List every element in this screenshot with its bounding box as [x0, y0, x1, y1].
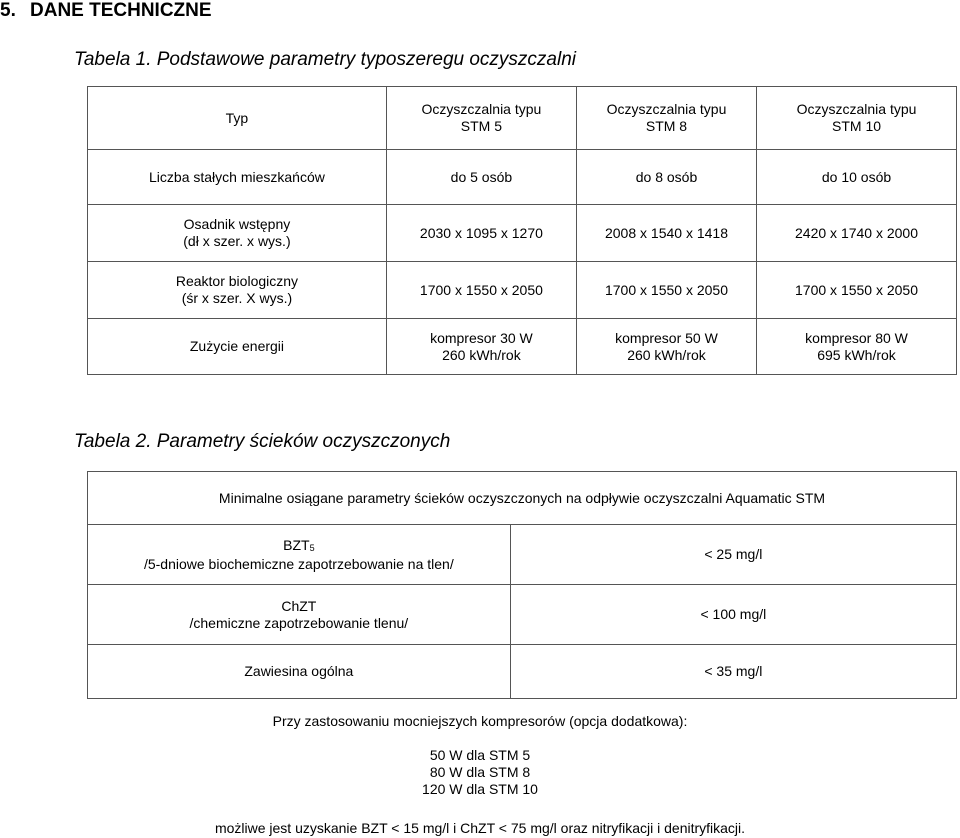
table1-row: [88, 319, 957, 375]
table1-cell: 2008 x 1540 x 1418: [576, 205, 756, 262]
note-line: 120 W dla STM 10: [422, 781, 538, 797]
table1-row: [88, 205, 957, 262]
table1-row-label: Liczba stałych mieszkańców: [88, 150, 387, 205]
table2-header-row: [88, 472, 957, 525]
section-title: DANE TECHNICZNE: [30, 0, 212, 21]
table1-cell: kompresor 80 W 695 kWh/rok: [757, 319, 957, 375]
table1-header-col: Oczyszczalnia typu STM 10: [757, 87, 957, 150]
table1-header-col: Oczyszczalnia typu STM 8: [576, 87, 756, 150]
table2-row: [88, 645, 957, 699]
table1-cell: do 8 osób: [576, 150, 756, 205]
section-number: 5.: [0, 0, 16, 21]
table1-header-label: Typ: [88, 87, 387, 150]
table2-row: [88, 525, 957, 585]
table1-cell: 1700 x 1550 x 2050: [386, 262, 576, 319]
table1-row-label: Reaktor biologiczny (śr x szer. X wys.): [88, 262, 387, 319]
table2-header: Minimalne osiągane parametry ścieków oczyszczonych na odpływie oczyszczalni Aquamatic STM: [88, 472, 957, 525]
table1-header-col: Oczyszczalnia typu STM 5: [386, 87, 576, 150]
table2-row: [88, 585, 957, 645]
table2: [87, 471, 957, 699]
table1-row: [88, 150, 957, 205]
note-list: [0, 747, 960, 798]
table1-cell: 2030 x 1095 x 1270: [386, 205, 576, 262]
table1-cell: kompresor 50 W 260 kWh/rok: [576, 319, 756, 375]
note-final: możliwe jest uzyskanie BZT < 15 mg/l i ChZT < 75 mg/l oraz nitryfikacji i denitryfikacji.: [214, 820, 746, 836]
table1-cell: 1700 x 1550 x 2050: [576, 262, 756, 319]
table1-cell: kompresor 30 W 260 kWh/rok: [386, 319, 576, 375]
table2-param: ChZT /chemiczne zapotrzebowanie tlenu/: [88, 585, 511, 645]
note-intro: Przy zastosowaniu mocniejszych kompresorów (opcja dodatkowa):: [272, 713, 688, 729]
table1-caption: Tabela 1. Podstawowe parametry typoszeregu oczyszczalni: [74, 49, 576, 70]
table1-cell: 2420 x 1740 x 2000: [757, 205, 957, 262]
note-line: 50 W dla STM 5: [429, 747, 531, 763]
table1: [87, 86, 957, 375]
table1-cell: do 10 osób: [757, 150, 957, 205]
note-line: 80 W dla STM 8: [429, 764, 531, 780]
table2-caption: Tabela 2. Parametry ścieków oczyszczonych: [74, 431, 451, 452]
table1-row-label: Osadnik wstępny (dł x szer. x wys.): [88, 205, 387, 262]
table1-cell: do 5 osób: [386, 150, 576, 205]
table2-value: < 25 mg/l: [510, 525, 956, 585]
table2-param: $BZT_5$ /5-dniowe biochemiczne zapotrzebowanie na tlen/: [88, 525, 511, 585]
table2-value: < 100 mg/l: [510, 585, 956, 645]
section-heading: [0, 0, 212, 22]
table1-cell: 1700 x 1550 x 2050: [757, 262, 957, 319]
table2-param: Zawiesina ogólna: [88, 645, 511, 699]
table1-row: [88, 262, 957, 319]
table1-row-label: Zużycie energii: [88, 319, 387, 375]
table2-value: < 35 mg/l: [510, 645, 956, 699]
table1-header-row: [88, 87, 957, 150]
